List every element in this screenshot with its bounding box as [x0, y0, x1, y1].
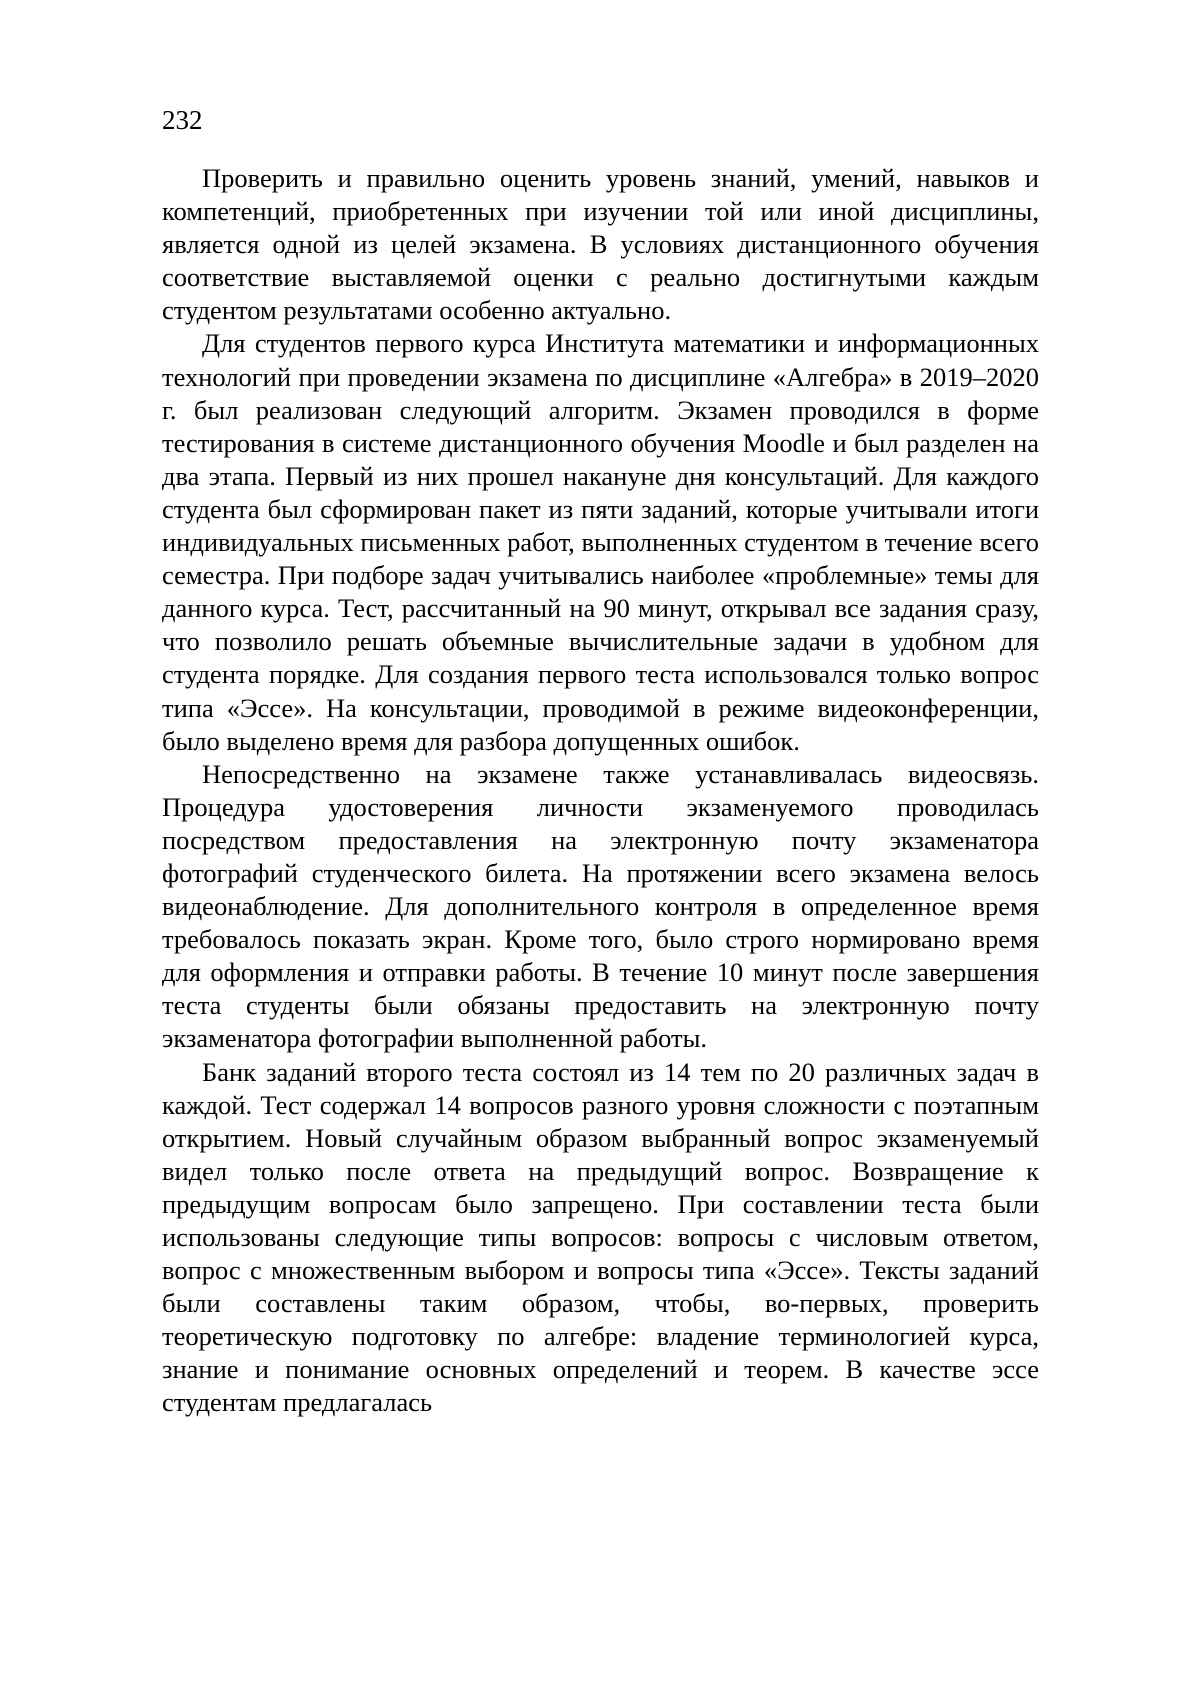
paragraph-4: Банк заданий второго теста состоял из 14 тем по 20 различных задач в каждой. Тест содержал 14 вопросов разного уровня сложности с поэтапным открытием. Новый случайным образом выбранный вопрос экзаменуемый видел только после ответа на предыдущий вопрос. Возвращение к предыдущим вопросам было запрещено. При составлении теста были использованы следующие типы вопросов: вопросы с числовым ответом, вопрос с множественным выбором и вопросы типа «Эссе». Тексты заданий были составлены таким образом, чтобы, во-первых, проверить теоретическую подготовку по алгебре: владение терминологией курса, знание и понимание основных определений и теорем. В качестве эссе студентам предлагалась: [162, 1056, 1039, 1420]
paragraph-1: Проверить и правильно оценить уровень знаний, умений, навыков и компетенций, приобретенных при изучении той или иной дисциплины, является одной из целей экзамена. В условиях дистанционного обучения соответствие выставляемой оценки с реально достигнутыми каждым студентом результатами особенно актуально.: [162, 162, 1039, 327]
body-text: [162, 162, 1039, 1420]
paragraph-3: Непосредственно на экзамене также устанавливалась видеосвязь. Процедура удостоверения личности экзаменуемого проводилась посредством предоставления на электронную почту экзаменатора фотографий студенческого билета. На протяжении всего экзамена велось видеонаблюдение. Для дополнительного контроля в определенное время требовалось показать экран. Кроме того, было строго нормировано время для оформления и отправки работы. В течение 10 минут после завершения теста студенты были обязаны предоставить на электронную почту экзаменатора фотографии выполненной работы.: [162, 758, 1039, 1056]
paragraph-2: Для студентов первого курса Института математики и информационных технологий при проведении экзамена по дисциплине «Алгебра» в 2019–2020 г. был реализован следующий алгоритм. Экзамен проводился в форме тестирования в системе дистанционного обучения Moodle и был разделен на два этапа. Первый из них прошел накануне дня консультаций. Для каждого студента был сформирован пакет из пяти заданий, которые учитывали итоги индивидуальных письменных работ, выполненных студентом в течение всего семестра. При подборе задач учитывались наиболее «проблемные» темы для данного курса. Тест, рассчитанный на 90 минут, открывал все задания сразу, что позволило решать объемные вычислительные задачи в удобном для студента порядке. Для создания первого теста использовался только вопрос типа «Эссе». На консультации, проводимой в режиме видеоконференции, было выделено время для разбора допущенных ошибок.: [162, 327, 1039, 757]
page-number: 232: [162, 102, 203, 138]
